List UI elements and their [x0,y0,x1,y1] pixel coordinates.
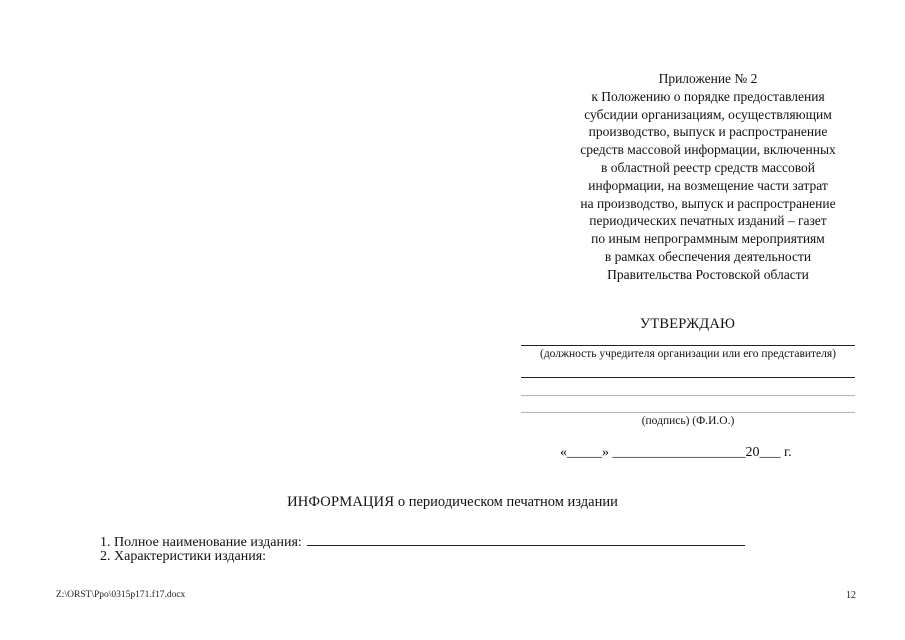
approval-date-line: «_____» ___________________20___ г. [560,445,792,460]
appendix-line: в рамках обеспечения деятельности [604,248,812,264]
item-label: 2. Характеристики издания: [100,549,267,564]
item-characteristics [100,549,266,565]
appendix-line: Правительства Ростовской области [607,266,809,282]
item-label: 1. Полное наименование издания: [100,535,302,550]
appendix-line: на производство, выпуск и распространение [580,195,836,211]
page-number: 12 [846,590,856,601]
info-title-main: ИНФОРМАЦИЯ [287,494,395,510]
appendix-line: Приложение № 2 [658,71,758,86]
footer-file-path: Z:\ORST\Ppo\0315p171.f17.docx [56,590,186,600]
signature-caption: (подпись) (Ф.И.О.) [641,415,735,427]
appendix-line: производство, выпуск и распространение [588,124,828,140]
appendix-header [548,70,868,284]
position-fill-line [521,395,855,396]
position-fill-line [521,377,855,378]
info-title [0,494,905,511]
approval-title: УТВЕРЖДАЮ [639,316,736,332]
position-line [521,345,855,346]
signature-line [521,412,855,413]
position-caption: (должность учредителя организации или его представителя) [539,348,837,360]
appendix-line: информации, на возмещение части затрат [588,177,828,193]
appendix-line: средств массовой информации, включенных [580,142,836,158]
appendix-line: в областной реестр средств массовой [601,159,815,175]
full-name-blank-line [307,532,745,546]
appendix-line: по иным непрограммным мероприятиям [591,231,825,247]
appendix-line: субсидии организациям, осуществляющим [584,106,832,122]
appendix-line: периодических печатных изданий – газет [589,213,827,229]
appendix-line: к Положению о порядке предоставления [591,88,825,104]
info-title-rest: о периодическом печатном издании [394,494,618,510]
